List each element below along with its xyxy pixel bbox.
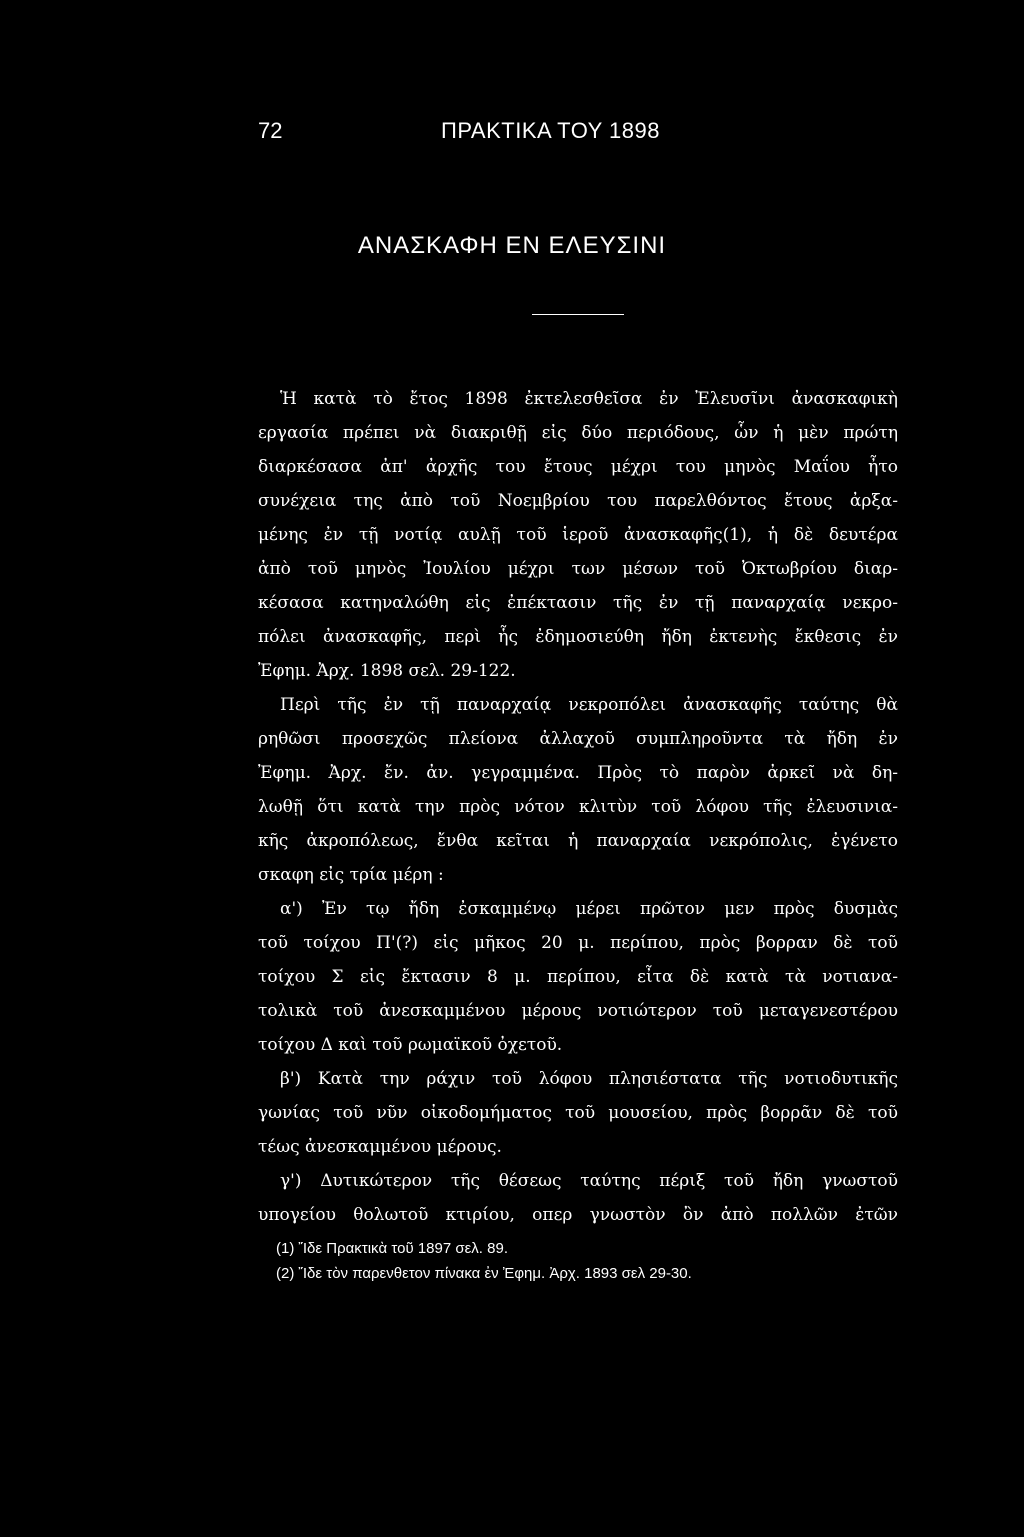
body-line: διαρκέσασα ἀπ' ἀρχῆς του ἔτους μέχρι του μηνὸς Μαΐου ἦτο bbox=[258, 457, 898, 477]
running-title: ΠΡΑΚΤΙΚΑ ΤΟΥ 1898 bbox=[441, 118, 660, 143]
body-line: υπογείου θολωτοῦ κτιρίου, οπερ γνωστὸν ὂν ἀπὸ πολλῶν ἐτῶν bbox=[258, 1205, 898, 1225]
body-line: σκαφη εἰς τρία μέρη : bbox=[258, 865, 444, 885]
body-line: εργασία πρέπει νὰ διακριθῇ εἰς δύο περιόδους, ὧν ἡ μὲν πρώτη bbox=[258, 423, 898, 443]
body-line: γωνίας τοῦ νῦν οἰκοδομήματος τοῦ μουσείου, πρὸς βορρᾶν δὲ τοῦ bbox=[258, 1103, 898, 1123]
body-line: λωθῇ ὅτι κατὰ την πρὸς νότον κλιτὺν τοῦ λόφου τῆς ἐλευσινια- bbox=[258, 797, 898, 817]
body-line: Ἡ κατὰ τὸ ἔτος 1898 ἐκτελεσθεῖσα ἐν Ἐλευσῖνι ἀνασκαφικὴ bbox=[280, 389, 898, 409]
body-line: α') Ἐν τῳ ἤδη ἐσκαμμένῳ μέρει πρῶτον μεν πρὸς δυσμὰς bbox=[280, 899, 898, 919]
body-line: τολικὰ τοῦ ἀνεσκαμμένου μέρους νοτιώτερον τοῦ μεταγενεστέρου bbox=[258, 1001, 898, 1021]
running-head bbox=[258, 118, 778, 148]
body-line: μένης ἐν τῇ νοτίᾳ αυλῇ τοῦ ἱεροῦ ἀνασκαφῆς(1), ἡ δὲ δευτέρα bbox=[258, 525, 898, 545]
footnotes bbox=[276, 1236, 836, 1286]
body-line: τέως ἀνεσκαμμένου μέρους. bbox=[258, 1137, 502, 1157]
body-line: ρηθῶσι προσεχῶς πλείονα ἀλλαχοῦ συμπληροῦντα τὰ ἤδη ἐν bbox=[258, 729, 898, 749]
body-line: συνέχεια της ἀπὸ τοῦ Νοεμβρίου του παρελθόντος ἔτους ἀρξα- bbox=[258, 491, 898, 511]
footnote-2: (2) Ἴδε τὸν παρενθετον πίνακα ἐν Ἐφημ. Ἀρχ. 1893 σελ 29-30. bbox=[276, 1265, 692, 1282]
body-line: τοίχου Δ καὶ τοῦ ρωμαϊκοῦ ὀχετοῦ. bbox=[258, 1035, 563, 1055]
body-line: ἀπὸ τοῦ μηνὸς Ἰουλίου μέχρι των μέσων τοῦ Ὀκτωβρίου διαρ- bbox=[258, 559, 898, 579]
body-line: πόλει ἀνασκαφῆς, περὶ ἧς ἐδημοσιεύθη ἤδη ἐκτενὴς ἔκθεσις ἐν bbox=[258, 627, 898, 647]
body-line: κέσασα κατηναλώθη εἰς ἐπέκτασιν τῆς ἐν τῇ παναρχαίᾳ νεκρο- bbox=[258, 593, 898, 613]
body-line: Ἐφημ. Ἀρχ. ἔν. ἀν. γεγραμμένα. Πρὸς τὸ παρὸν ἀρκεῖ νὰ δη- bbox=[258, 763, 898, 783]
footnote-1: (1) Ἴδε Πρακτικὰ τοῦ 1897 σελ. 89. bbox=[276, 1240, 508, 1257]
body-line: κῆς ἀκροπόλεως, ἔνθα κεῖται ἡ παναρχαία νεκρόπολις, ἐγένετο bbox=[258, 831, 898, 851]
body-line: Ἐφημ. Ἀρχ. 1898 σελ. 29-122. bbox=[258, 661, 516, 681]
title-divider bbox=[532, 314, 624, 315]
body-line: τοῦ τοίχου Π'(?) εἰς μῆκος 20 μ. περίπου, πρὸς βορραν δὲ τοῦ bbox=[258, 933, 898, 953]
body-line: Περὶ τῆς ἐν τῇ παναρχαίᾳ νεκροπόλει ἀνασκαφῆς ταύτης θὰ bbox=[280, 695, 898, 715]
body-line: β') Κατὰ την ράχιν τοῦ λόφου πλησιέστατα τῆς νοτιοδυτικῆς bbox=[280, 1069, 898, 1089]
article-title: ΑΝΑΣΚΑΦΗ ΕΝ ΕΛΕΥΣΙΝΙ bbox=[357, 232, 667, 259]
body-line: γ') Δυτικώτερον τῆς θέσεως ταύτης πέριξ τοῦ ἤδη γνωστοῦ bbox=[280, 1171, 898, 1191]
page-number: 72 bbox=[258, 118, 283, 143]
article-body bbox=[258, 382, 898, 1232]
body-line: τοίχου Σ εἰς ἔκτασιν 8 μ. περίπου, εἶτα δὲ κατὰ τὰ νοτιανα- bbox=[258, 967, 898, 987]
